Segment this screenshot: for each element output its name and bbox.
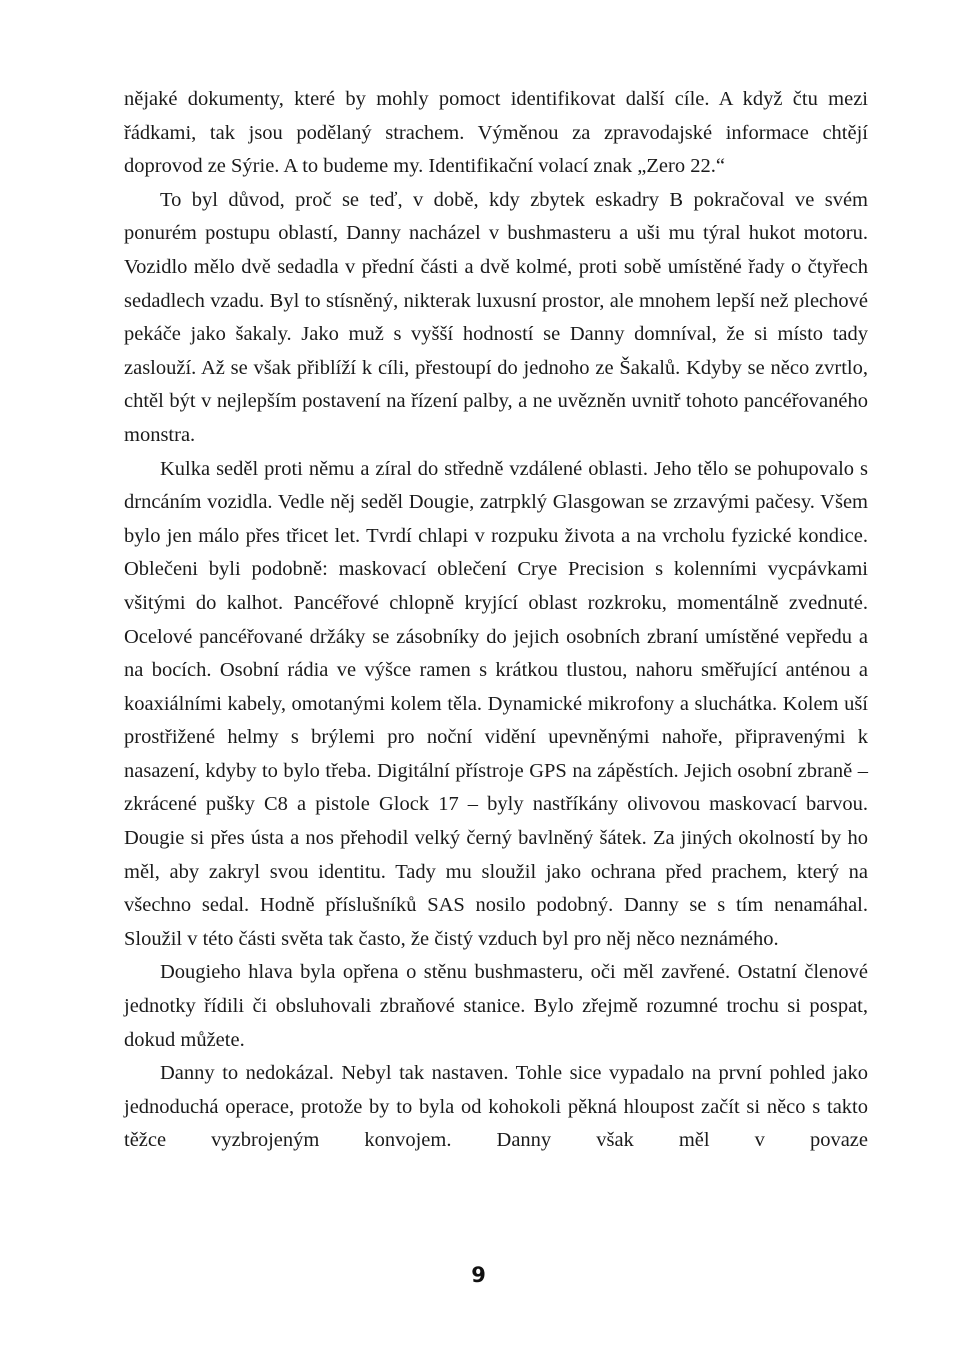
book-page-text [124, 83, 868, 1158]
paragraph-2: To byl důvod, proč se teď, v době, kdy zbytek eskadry B pokračoval ve svém ponurém postupu oblastí, Danny nacházel v bushmasteru a uši mu týral hukot motoru. Vozidlo mělo dvě sedadla v přední části a dvě kolmé, proti sobě umístěné řady o čtyřech sedadlech vzadu. Byl to stísněný, nikterak luxusní prostor, ale mnohem lepší než plechové pekáče jako šakaly. Jako muž s vyšší hodností se Danny domníval, že si místo tady zaslouží. Až se však přiblíží k cíli, přestoupí do jednoho ze Šakalů. Kdyby se něco zvrtlo, chtěl být v nejlepším postavení na řízení palby, a ne uvězněn uvnitř tohoto pancéřovaného monstra. [124, 188, 868, 446]
page-number: 9 [471, 1263, 486, 1287]
paragraph-5: Danny to nedokázal. Nebyl tak nastaven. Tohle sice vypadalo na první pohled jako jednoduchá operace, protože by to byla od kohokoli pěkná hloupost začít si něco s takto těžce vyzbrojeným konvojem. Danny však měl v povaze [124, 1062, 868, 1152]
paragraph-4: Dougieho hlava byla opřena o stěnu bushmasteru, oči měl zavřené. Ostatní členové jednotky řídili či obsluhovali zbraňové stanice. Bylo zřejmě rozumné trochu si pospat, dokud můžete. [124, 961, 868, 1051]
paragraph-3: Kulka seděl proti němu a zíral do středně vzdálené oblasti. Jeho tělo se pohupovalo s drncáním vozidla. Vedle něj seděl Dougie, zatrpklý Glasgowan se zrzavými pačesy. Všem bylo jen málo přes třicet let. Tvrdí chlapi v rozpuku života a na vrcholu fyzické kondice. Oblečeni byli podobně: maskovací oblečení Crye Precision s kolenními vycpávkami všitými do kalhot. Pancéřové chlopně kryjící oblast rozkroku, momentálně zvednuté. Ocelové pancéřované držáky se zásobníky do jejich osobních zbraní umístěné vepředu a na bocích. Osobní rádia ve výšce ramen s krátkou tlustou, nahoru směřující anténou a koaxiálními kabely, omotanými kolem těla. Dynamické mikrofony a sluchátka. Kolem uší prostřižené helmy s brýlemi pro noční vidění upevněnými nahoře, připravenými k nasazení, kdyby to bylo třeba. Digitální přístroje GPS na zápěstích. Jejich osobní zbraně – zkrácené pušky C8 a pistole Glock 17 – byly nastříkány olivovou maskovací barvou. Dougie si přes ústa a nos přehodil velký černý bavlněný šátek. Za jiných okolností by ho měl, aby zakryl svou identitu. Tady mu sloužil jako ochrana před prachem, který na všechno sedal. Hodně příslušníků SAS nosilo podobný. Danny se s tím nenamáhal. Sloužil v této části světa tak často, že čistý vzduch byl pro něj něco neznámého. [124, 457, 868, 950]
paragraph-1: nějaké dokumenty, které by mohly pomoct identifikovat další cíle. A když čtu mezi řádkami, tak jsou podělaný strachem. Výměnou za zpravodajské informace chtějí doprovod ze Sýrie. A to budeme my. Identifikační volací znak „Zero 22.“ [124, 88, 868, 178]
